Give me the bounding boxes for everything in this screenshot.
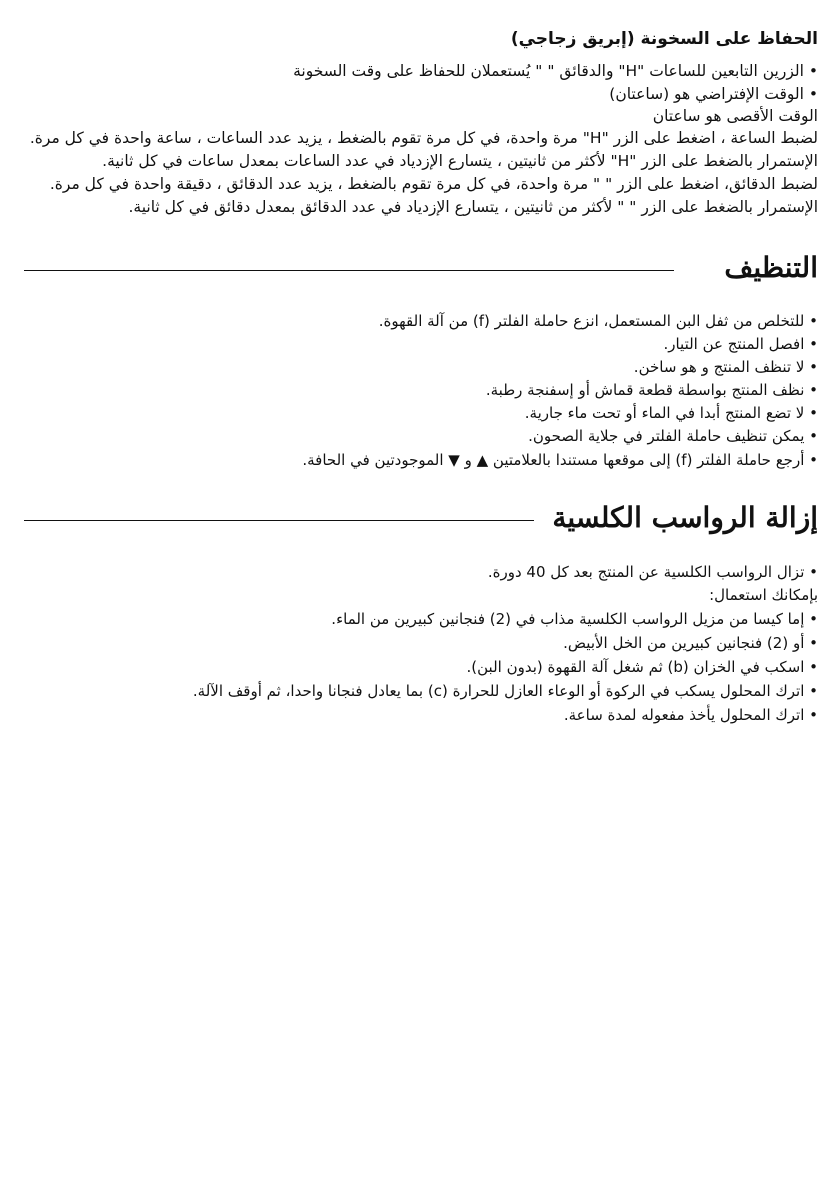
descaling-item: • اترك المحلول يأخذ مفعوله لمدة ساعة. <box>22 704 818 726</box>
descaling-item: • إما كيسا من مزيل الرواسب الكلسية مذاب في (2) فنجانين كبيرين من الماء. <box>22 608 818 630</box>
keep-warm-line: الإستمرار بالضغط على الزر "H" لأكثر من ثانيتين ، يتسارع الإزدياد في عدد الساعات بمعدل ساعات في كل ثانية. <box>102 152 818 170</box>
descaling-item: • أو (2) فنجانين كبيرين من الخل الأبيض. <box>22 632 818 654</box>
descaling-note: بإمكانك استعمال: <box>709 586 818 604</box>
cleaning-item: • أرجع حاملة الفلتر (f) إلى موقعها مستندا بالعلامتين ▲ و ▼ الموجودتين في الحافة. <box>22 449 818 471</box>
descaling-item: • اترك المحلول يسكب في الركوة أو الوعاء العازل للحرارة (c) بما يعادل فنجانا واحدا، ثم أوقف الآلة. <box>22 680 818 702</box>
keep-warm-line: • الزرين التابعين للساعات "H" والدقائق " " يُستعملان للحفاظ على وقت السخونة <box>22 60 818 82</box>
descaling-heading-rule <box>24 520 534 521</box>
keep-warm-line: الإستمرار بالضغط على الزر " " لأكثر من ثانيتين ، يتسارع الإزدياد في عدد الدقائق بمعدل دقائق في كل ثانية. <box>128 198 818 216</box>
cleaning-item: • نظف المنتج بواسطة قطعة قماش أو إسفنجة رطبة. <box>22 379 818 401</box>
cleaning-heading-rule <box>24 270 674 271</box>
keep-warm-title: الحفاظ على السخونة (إبريق زجاجي) <box>510 29 818 49</box>
cleaning-item: • للتخلص من ثفل البن المستعمل، انزع حاملة الفلتر (f) من آلة القهوة. <box>22 310 818 332</box>
keep-warm-line: لضبط الساعة ، اضغط على الزر "H" مرة واحدة، في كل مرة تقوم بالضغط ، يزيد عدد الساعات ، ساعة واحدة في كل مرة. <box>29 129 818 147</box>
descaling-heading: إزالة الرواسب الكلسية <box>552 501 818 534</box>
cleaning-item: • يمكن تنظيف حاملة الفلتر في جلاية الصحون. <box>22 425 818 447</box>
cleaning-item: • لا تنظف المنتج و هو ساخن. <box>22 356 818 378</box>
cleaning-item: • لا تضع المنتج أبدا في الماء أو تحت ماء جارية. <box>22 402 818 424</box>
cleaning-item: • افصل المنتج عن التيار. <box>22 333 818 355</box>
keep-warm-line: • الوقت الإفتراضي هو (ساعتان) <box>22 83 818 105</box>
descaling-item: • تزال الرواسب الكلسية عن المنتج بعد كل 40 دورة. <box>22 561 818 583</box>
keep-warm-line: لضبط الدقائق، اضغط على الزر " " مرة واحدة، في كل مرة تقوم بالضغط ، يزيد عدد الدقائق ، دقيقة واحدة في كل مرة. <box>49 175 818 193</box>
keep-warm-line: الوقت الأقصى هو ساعتان <box>652 107 818 125</box>
descaling-item: • اسكب في الخزان (b) ثم شغل آلة القهوة (بدون البن). <box>22 656 818 678</box>
cleaning-heading: التنظيف <box>724 251 818 284</box>
